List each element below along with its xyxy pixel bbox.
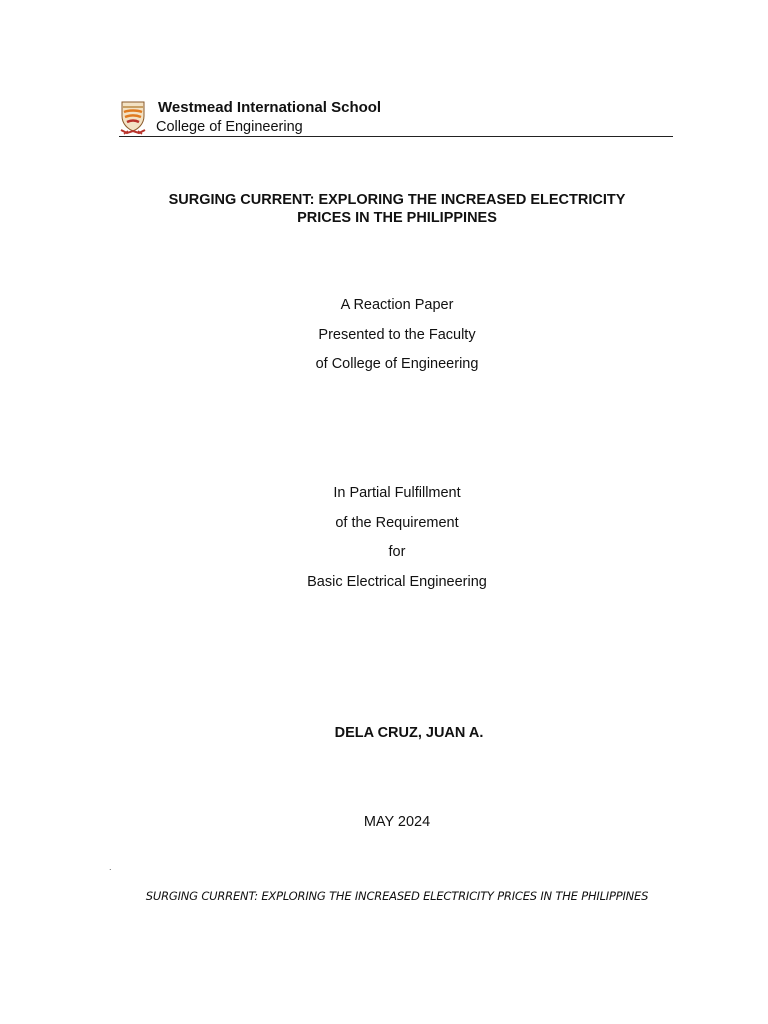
fulfillment-line-1: In Partial Fulfillment	[333, 485, 461, 501]
school-crest-icon	[119, 100, 147, 136]
reaction-line-2: Presented to the Faculty	[318, 326, 476, 343]
letterhead	[119, 98, 673, 137]
fulfillment-line-3: for	[388, 544, 406, 560]
submission-date: MAY 2024	[363, 814, 431, 830]
paper-title	[150, 191, 644, 227]
reaction-paper-block	[230, 291, 564, 380]
page-footer: SURGING CURRENT: EXPLORING THE INCREASED ELECTRICITY PRICES IN THE PHILIPPINES	[145, 889, 649, 903]
paper-title-line-2: PRICES IN THE PHILIPPINES	[297, 210, 497, 226]
reaction-line-1: A Reaction Paper	[340, 297, 454, 313]
paper-title-line-1: SURGING CURRENT: EXPLORING THE INCREASED ELECTRICITY	[168, 192, 626, 208]
school-name: Westmead International School	[158, 99, 382, 116]
fulfillment-block	[230, 479, 564, 597]
author-name: DELA CRUZ, JUAN A.	[334, 725, 484, 741]
stray-mark: .	[109, 862, 112, 872]
college-name: College of Engineering	[156, 119, 303, 135]
reaction-line-3: of College of Engineering	[315, 356, 479, 372]
fulfillment-line-2: of the Requirement	[335, 514, 459, 531]
fulfillment-line-4: Basic Electrical Engineering	[307, 573, 487, 590]
